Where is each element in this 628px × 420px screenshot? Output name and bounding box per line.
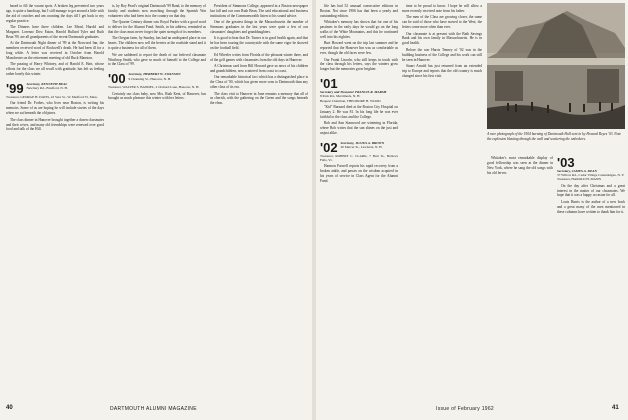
paragraph: Ed Wheeler writes from Florida of the pleasant winter there, and of the golf games with classmates from the old days in Hanover. — [210, 52, 308, 62]
paragraph: Whitaker's most remarkable display of good fellowship was seen at the dinner in New York, where he sang the old songs with his old fervor. — [487, 156, 553, 175]
column-2 — [108, 4, 206, 402]
class-address: 20 Mercer St., Lewiston, N. H. — [340, 145, 383, 150]
paragraph: based to fill the vacant spots. A broken leg prevented two years ago, is quite a handicap, but I still manage to get around a little with the aid of crutches and am counting the days till I get back to my regular practice. — [6, 4, 104, 23]
class-treasurer: Treasurer, GEORGE H. DAVIS, 22 Vera St., W. Medford 55, Mass. — [6, 95, 98, 100]
column-7 — [557, 156, 625, 402]
class-year: '03 — [557, 156, 575, 170]
paragraph: Louis Harris is the author of a new book and a great many of the men mentioned in these columns have written to thank him for it. — [557, 199, 625, 214]
page-footer: DARTMOUTH ALUMNI MAGAZINE — [110, 406, 197, 412]
class-secretary: Secretary, KENNETH BEAL — [26, 82, 68, 87]
column-3 — [210, 4, 308, 402]
paragraph: Our classmate is at present with the Bath Savings Bank and his own family in Massachusetts. He is in good health. — [402, 31, 482, 46]
paragraph: President of Simmons College, appeared in a Boston newspaper last fall and our own Ruth Bean, The said educational and business institutions of the Commonwealth listen to his sound advice. — [210, 4, 308, 18]
class-address: 8 Park Rd., Merrimack, N. H. — [320, 94, 361, 99]
class-address: 37 Willow Rd., Cedar Village Canandaigua, N. Y. — [557, 173, 625, 178]
historic-photo — [487, 3, 625, 129]
paragraph: The class dinner in Hanover brought together a dozen classmates and their wives, and many old friendships were renewed over good food and talk of the Hill. — [6, 117, 104, 132]
paragraph: "Kid" Barnard died at the Boston City Hospital on January 2. He was 81. In his long life he was ever faithful to the class and the College. — [320, 104, 398, 119]
paragraph: The Quarter Century dinner saw Royal Parker with a good word to deliver for the Alumni Fund. Smith, in his address, reminded us that the class must never forget the quiet strength of its members. — [108, 20, 206, 35]
column-1 — [6, 4, 104, 402]
class-address: Newbury Rd., Bradford, N. H. — [26, 86, 68, 91]
page-footer: Issue of February 1962 — [436, 406, 495, 412]
class-year: '02 — [320, 139, 338, 155]
class-heading — [6, 82, 104, 95]
dartmouth-hall-fire-photo — [487, 3, 625, 129]
class-year: '01 — [320, 76, 338, 92]
paragraph: The men of the Class are growing closer, the same can be said of those who have moved to the West; the letters come more often than ever. — [402, 15, 482, 30]
class-heading — [108, 72, 206, 85]
paragraph: It is good to hear that Dr. Turner is in good health again, and that he has been touring the countryside with the same vigor he showed on the football field. — [210, 36, 308, 51]
paragraph: On the day after Christmas and a great interest in the matter of our classmates. We hope that it was a happy occasion for all. — [557, 183, 625, 198]
class-year: '00 — [108, 71, 126, 87]
class-secretary: Secretary, HERBERT W. SWANSON — [128, 72, 181, 77]
paragraph: Burt Howard went on the trip last summer and he reported that the Hanover Inn was as comfortable as ever, though the old faces were few. — [320, 41, 398, 56]
column-5 — [402, 4, 482, 402]
paragraph: Harmon Farwell reports his rapid recovery from a broken ankle, and passes on the wisdom acquired in his years of service in Class Agent for the Alumni Fund. — [320, 164, 398, 183]
class-heading — [320, 77, 398, 98]
class-heading — [557, 156, 625, 177]
paragraph: One of the greatest things in the Massachusetts the number of Simmons graduates in the last years were quite a few of our classmates' daughters and granddaughters. — [210, 20, 308, 35]
class-heading — [320, 141, 398, 154]
column-4 — [320, 4, 398, 402]
page-number: 40 — [6, 405, 13, 411]
paragraph: is, by Roy Pearl's original Dartmouth '99 Band, to the memory of faculty and students now marching through the Spanish War volunteers who had been in to the country on that day. — [108, 4, 206, 18]
paragraph: Our Frank Lincoln, who still keeps in touch with the class through his letters, says the winters grow longer but the memories grow brighter. — [320, 57, 398, 72]
class-treasurer: Treasurer, HAROLD H. MANN — [557, 177, 601, 182]
column-6 — [487, 156, 553, 402]
page-number: 41 — [612, 405, 619, 411]
class-secretary: Secretary and Treasurer FRANCIS R. MARSH — [320, 90, 387, 95]
paragraph: The Dinners have three children. Lee Mead, Harold and Margaret. Lorenzo Dow Eaton, Harold Bullard Tyler and Ruth Bean '99, are all grandparents of the recent Dartmouth graduates. — [6, 25, 104, 39]
paragraph: Before the war Harris Tenney of '02 was in the building business of the College and his work can still be seen in Hanover. — [402, 47, 482, 62]
paragraph: The class visit to Hanover in June remains a memory that all of us cherish, with the gathering on the Green and the songs beneath the elms. — [210, 91, 308, 106]
class-treasurer: Treasurer, WALTER S. BANDEL, 2 Orchard Lane, Hanover, N. H. — [108, 85, 200, 90]
paragraph: The Oregon farm, by Sunday, has had an undisputed place in our hearts. The children now sell the berries at the roadside stand and it is quite a business for all of them. — [108, 36, 206, 51]
paragraph: Bob and Ann Stanwood are wintering in Florida, where Bob writes that the sun shines on the just and unjust alike. — [320, 121, 398, 135]
class-year: '99 — [6, 81, 24, 97]
paragraph: A Christmas card from Bill Howard gave us news of his children and grandchildren, now scattered from coast to coast. — [210, 63, 308, 73]
class-treasurer: Bequest Chairman, THEODORE H. WOOD — [320, 98, 381, 103]
paragraph: Stuart Arnold has just returned from an extended trip to Europe and reports that the old country is much changed since his first visit. — [402, 63, 482, 78]
paragraph: We are saddened to report the death of our beloved classmate Winthrop Smith, who gave so much of himself to the College and to the Class of '99. — [108, 52, 206, 67]
right-page — [316, 0, 628, 420]
paragraph: The passing of Harry Whitney, and of Harold E. Hart, whose efforts for the class we all recall with gratitude, has left us feeling rather lonely this winter. — [6, 62, 104, 77]
paragraph: Our remarkable historical fact which has a distinguished place is the Class of '00, which has given more sons to Dartmouth than any other class of its era. — [210, 75, 308, 90]
class-secretary: Secretary, JAMES A. DEAN — [557, 169, 597, 173]
paragraph: time to be proud to know. I hope he will allow a more recently received note from his father. — [402, 4, 482, 13]
paragraph: life has had 52 unusual consecutive editions in Boston. Not since 1906 has that been a yearly and outstanding edition. — [320, 4, 398, 18]
photo-caption: A rare photograph of the 1904 burning of Dartmouth Hall sent in by Howard Reyes '03. Note the explosion blasting through the wall and scattering the onlookers. — [487, 132, 622, 141]
paragraph: Certainly our class baby, now Mrs. Ruth Kent, of Hanover, has brought us much pleasure this winter with her letters. — [108, 91, 206, 101]
left-page — [0, 0, 312, 420]
paragraph: Whitaker's memory has shown that for one of his pastimes in the early days he would go on the long walks of the White Mountains, and this he continued well into his eighties. — [320, 20, 398, 39]
paragraph: At the Dartmouth Night dinner of '99 at the Norwood Inn, the members received word of Rockwell's death. He had been ill for a long while. A letter was received in October from Harold Manchester on the retirement meeting of old Buck Mansion. — [6, 41, 104, 61]
paragraph: Our friend Dr. Forbes, who lives near Boston, is writing his memoirs. Some of us are hoping he will include stories of the days when we sat beneath the old pines. — [6, 101, 104, 116]
class-treasurer: Treasurer, ROBERT C. CLARK, 7 Burt St., Bellows Falls, Vt. — [320, 153, 398, 163]
class-secretary: Secretary, JULIUS A. BROWN — [340, 140, 385, 145]
class-address: 9 Channing St., Hanover, N. H. — [128, 76, 172, 81]
